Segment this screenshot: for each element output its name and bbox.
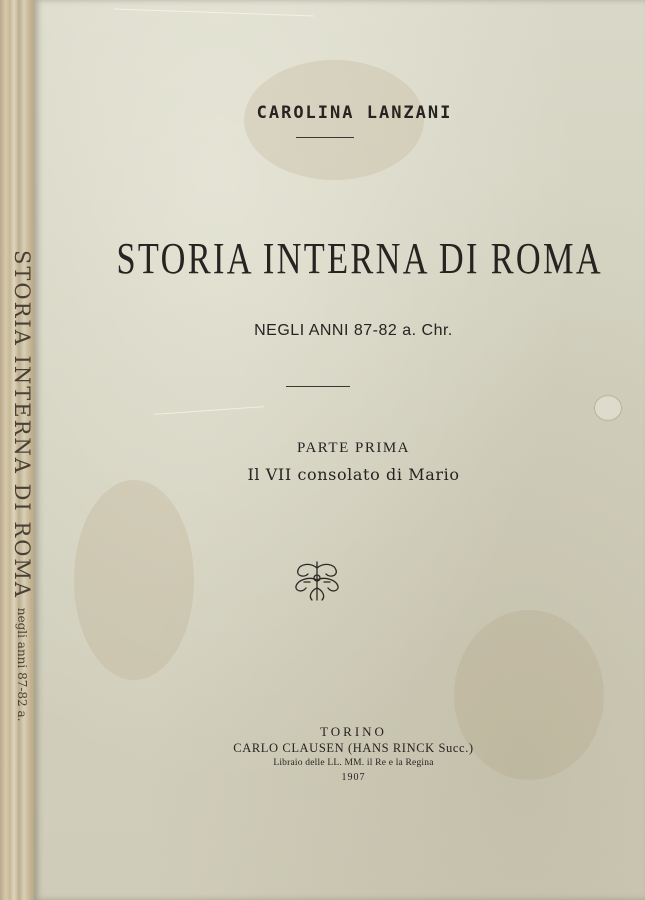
spine-subtitle-text: negli anni 87-82 a. <box>15 607 29 722</box>
binding-hole <box>594 395 622 421</box>
imprint-publisher: CARLO CLAUSEN (HANS RINCK Succ.) <box>233 741 474 755</box>
fleuron-ornament-icon <box>292 558 342 604</box>
part-title: Il VII consolato di Mario <box>247 465 460 484</box>
book-subtitle: NEGLI ANNI 87-82 a. Chr. <box>254 322 453 339</box>
divider-rule <box>286 386 350 387</box>
spine-title <box>2 250 34 850</box>
author-name: CAROLINA LANZANI <box>256 103 453 123</box>
paper-stain <box>74 480 194 680</box>
divider-rule <box>296 137 354 138</box>
book-title: STORIA INTERNA DI ROMA <box>116 234 604 283</box>
book-spine <box>0 0 36 900</box>
imprint-city: TORINO <box>320 724 387 739</box>
paper-crease <box>154 406 264 415</box>
imprint-bookseller: Libraio delle LL. MM. il Re e la Regina <box>273 758 434 768</box>
imprint-year: 1907 <box>341 772 366 783</box>
spine-title-text: STORIA INTERNA DI ROMA <box>10 250 34 600</box>
part-label: PARTE PRIMA <box>297 440 410 456</box>
paper-crease <box>114 9 314 17</box>
cover-sheet <box>34 0 645 900</box>
